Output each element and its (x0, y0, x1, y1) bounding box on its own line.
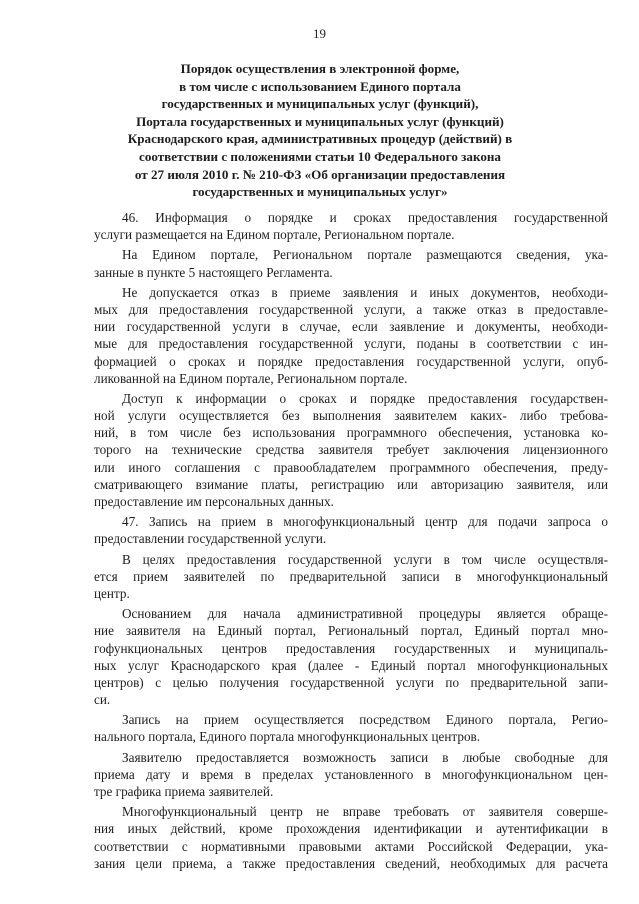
text-line: 46. Информация о порядке и сроках предоставления государственной (122, 210, 608, 225)
heading-line: Портала государственных и муниципальных услуг (функций) (136, 113, 504, 129)
text-line: услуги размещается на Едином портале, Региональном портале. (94, 227, 455, 243)
text-line: центр. (94, 585, 130, 601)
text-line: На Едином портале, Региональном портале размещаются сведения, ука- (122, 247, 608, 263)
text-line: ния иных действий, кроме прохождения идентификации и аутентификации в (94, 821, 608, 837)
text-line: предоставлении государственной услуги. (94, 531, 327, 547)
text-line: Многофункциональный центр не вправе требовать от заявителя соверше- (122, 804, 608, 820)
text-line: ной услуги осуществляется без выполнения заявителем каких- либо требова- (94, 408, 608, 424)
text-line: ние заявителя на Единый портал, Региональный портал, Единый портал мно- (94, 623, 608, 639)
text-line: ется прием заявителей по предварительной записи в многофункциональный (94, 568, 608, 584)
text-line: нального портала, Единого портала многофункциональных центров. (94, 729, 481, 745)
page-number: 19 (313, 26, 326, 41)
text-line: нии государственной услуги в случае, если заявление и документы, необходи- (94, 319, 608, 335)
text-line: 47. Запись на прием в многофункциональный центр для подачи запроса о (122, 514, 608, 530)
text-line: соответствии с нормативными правовыми актами Российской Федерации, ука- (94, 838, 608, 854)
text-line: зания цели приема, а также предоставления сведений, необходимых для расчета (94, 855, 608, 871)
text-line: сматривающего взимание платы, регистрацию или авторизацию заявителя, или (94, 476, 608, 492)
text-line: В целях предоставления государственной услуги в том числе осуществля- (122, 551, 608, 567)
text-line: предоставление им персональных данных. (94, 494, 334, 509)
heading-line: от 27 июля 2010 г. № 210-ФЗ «Об организации предоставления (134, 166, 506, 182)
text-line: торого на технические средства заявителя требует заключения лицензионного (94, 442, 608, 458)
text-line: приема дату и время в пределах установленного в многофункциональном цен- (94, 766, 608, 782)
text-line: ликованной на Едином портале, Региональном портале. (94, 370, 408, 386)
section-heading (96, 60, 544, 201)
heading-line: Краснодарского края, административных процедур (действий) в (127, 131, 513, 147)
text-line: ных услуг Краснодарского края (далее - Единый портал многофункциональных (94, 657, 608, 673)
text-line: тре графика приема заявителей. (94, 784, 274, 799)
text-line: мых для предоставления государственной услуги, а также отказ в предоставле- (94, 301, 608, 317)
heading-line: государственных и муниципальных услуг» (192, 184, 448, 200)
text-line: центров) с целью получения государственной услуги по предварительной запи- (94, 674, 608, 690)
text-line: Запись на прием осуществляется посредством Единого портала, Регио- (122, 712, 608, 728)
text-line: Заявителю предоставляется возможность записи в любые свободные для (122, 749, 608, 765)
text-line: Доступ к информации о сроках и порядке предоставления государствен- (122, 390, 608, 406)
heading-line: в том числе с использованием Единого портала (179, 78, 461, 94)
text-line: формацией о сроках и порядке предоставления государственной услуги, опуб- (94, 353, 608, 369)
text-line: гофункциональных центров предоставления государственных и муниципаль- (94, 640, 608, 656)
heading-line: государственных и муниципальных услуг (функций), (161, 96, 479, 112)
text-line: ний, в том числе без использования программного обеспечения, установка ко- (94, 425, 608, 441)
text-line: си. (94, 692, 111, 708)
text-line: мые для предоставления государственной услуги, поданы в соответствии с ин- (94, 336, 608, 352)
text-line: Не допускается отказ в приеме заявления и иных документов, необходи- (122, 284, 608, 300)
text-line: занные в пункте 5 настоящего Регламента. (94, 264, 333, 280)
document-body (94, 209, 608, 872)
text-line: Основанием для начала административной процедуры является обраще- (122, 606, 608, 622)
heading-line: соответствии с положениями статьи 10 Федерального закона (139, 148, 501, 164)
heading-line: Порядок осуществления в электронной форме, (180, 61, 460, 76)
text-line: или иного соглашения с правообладателем программного обеспечения, преду- (94, 459, 608, 475)
